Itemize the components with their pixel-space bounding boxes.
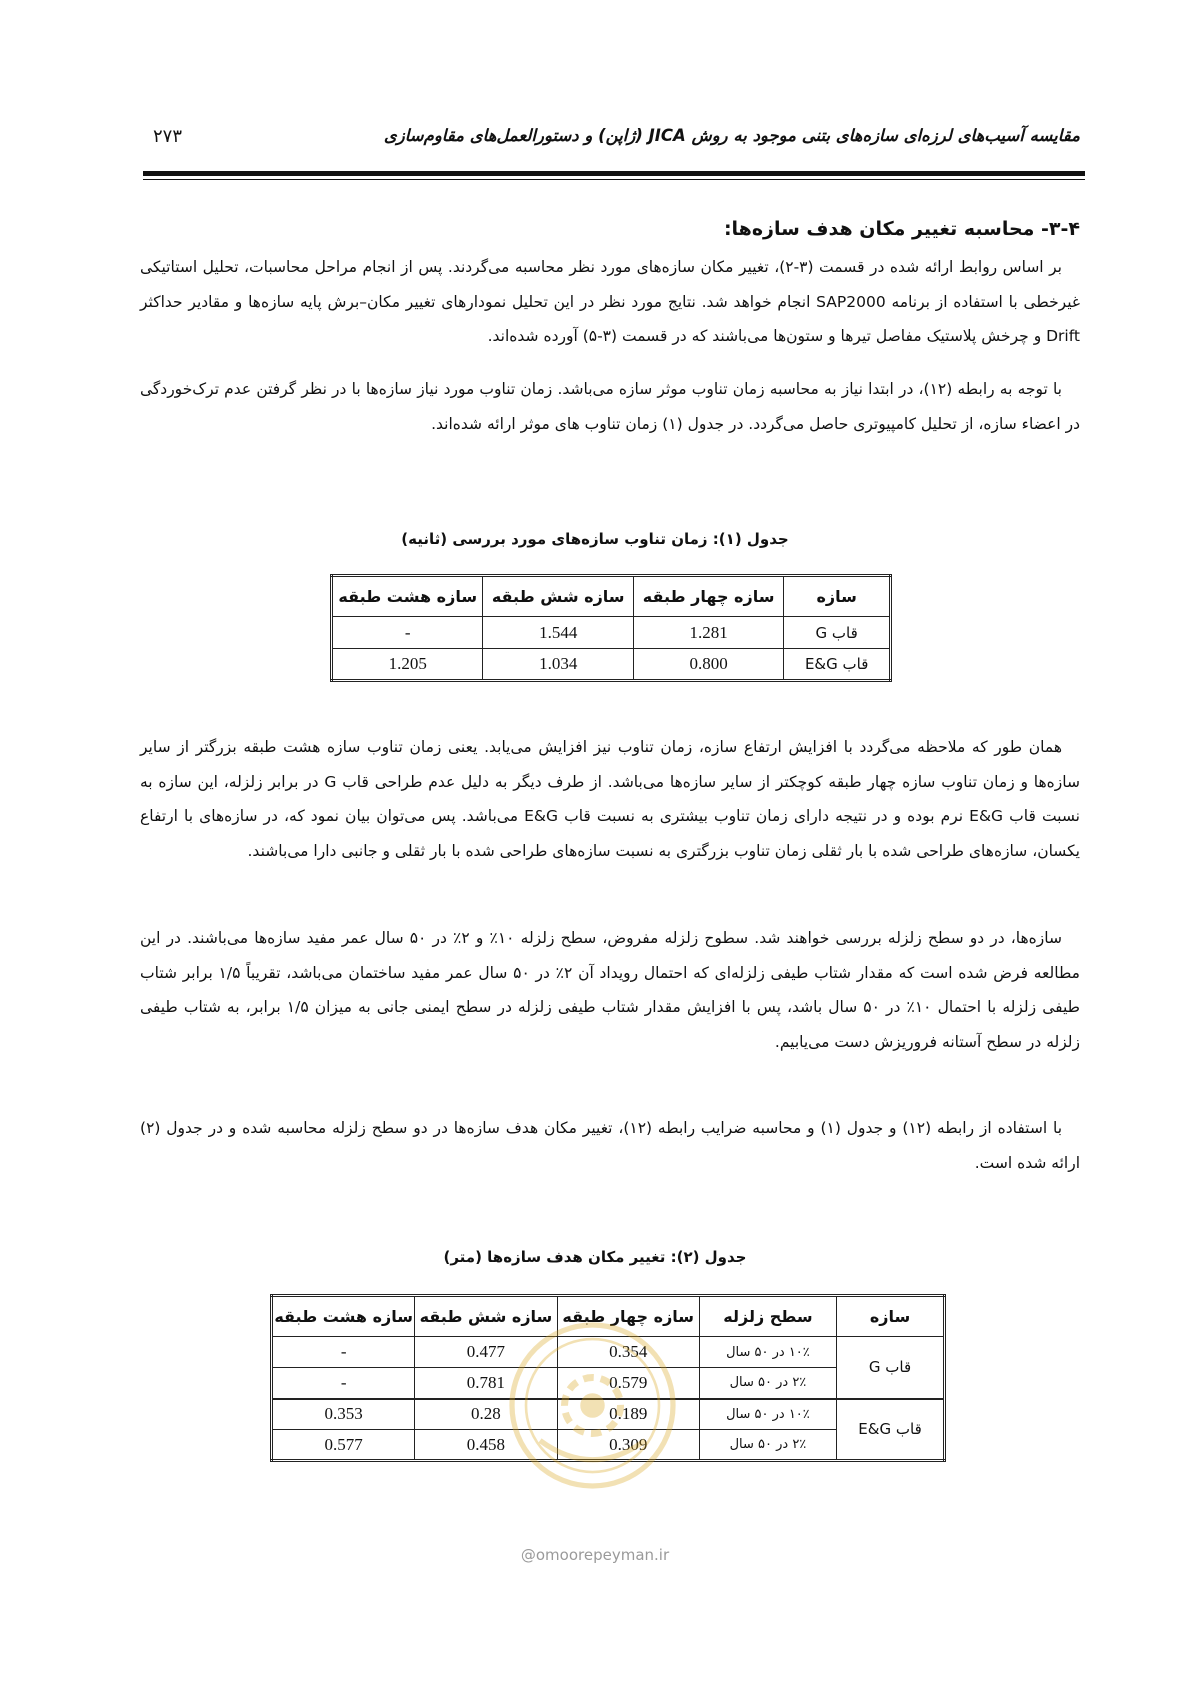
table2-cell-level: ۲٪ در ۵۰ سال [699, 1430, 836, 1461]
paragraph-1-text: بر اساس روابط ارائه شده در قسمت (۳-۲)، تغییر مکان سازه‌های مورد نظر محاسبه می‌گردند. پس از انجام مراحل محاسبات، تحلیل استاتیکی غیرخطی با استفاده از برنامه SAP2000 انجام خواهد شد. نتایج مورد نظر در این تحلیل نمودارهای تغییر مکان–برش پایه سازه‌ها و مقادیر حداکثر Drift و چرخش پلاستیک مفاصل تیرها و ستون‌ها می‌باشند که در قسمت (۳-۵) آورده شده‌اند. [140, 258, 1081, 345]
table2-header-cell: سازه هشت طبقه [272, 1296, 415, 1337]
paragraph-2-text: با توجه به رابطه (۱۲)، در ابتدا نیاز به محاسبه زمان تناوب موثر سازه می‌باشد. زمان تناوب مورد نیاز سازه‌ها با در نظر گرفتن عدم ترک‌خوردگی در اعضاء سازه، از تحلیل کامپیوتری حاصل می‌گردد. در جدول (۱) زمان تناوب های موثر ارائه شده‌اند. [140, 380, 1080, 433]
table2-cell: 0.189 [557, 1399, 699, 1430]
paragraph-3 [140, 730, 1080, 868]
table2-cell: 0.477 [415, 1337, 557, 1368]
table2-cell-level: ۱۰٪ در ۵۰ سال [699, 1399, 836, 1430]
table1-caption: جدول (۱): زمان تناوب سازه‌های مورد بررسی (ثانیه) [401, 530, 789, 548]
table1-cell-frame: قاب G [784, 617, 891, 649]
table2-header-cell: سازه [837, 1296, 945, 1337]
table2-header-cell: سازه چهار طبقه [557, 1296, 699, 1337]
section-heading: ۳-۴- محاسبه تغییر مکان هدف سازه‌ها: [723, 218, 1080, 240]
table-row [332, 617, 891, 649]
table2-cell: 0.579 [557, 1368, 699, 1399]
table1-header-cell: سازه چهار طبقه [633, 576, 783, 617]
table2-cell: 0.309 [557, 1430, 699, 1461]
table2-cell-frame: قاب G [837, 1337, 945, 1399]
table2-cell: - [272, 1337, 415, 1368]
table1-cell: 1.034 [483, 649, 633, 681]
header-rule-thin [143, 179, 1085, 180]
watermark-site-text: @omoorepeyman.ir [520, 1546, 670, 1564]
table-row [332, 649, 891, 681]
table2-header-cell: سازه شش طبقه [415, 1296, 557, 1337]
table1-cell: 0.800 [633, 649, 783, 681]
table1 [330, 574, 892, 682]
table2-cell: 0.353 [272, 1399, 415, 1430]
header-rule-thick [143, 171, 1085, 176]
table1-cell: 1.281 [633, 617, 783, 649]
table2-cell: 0.577 [272, 1430, 415, 1461]
watermark-seal-icon [505, 1318, 680, 1493]
table2-cell-level: ۱۰٪ در ۵۰ سال [699, 1337, 836, 1368]
paragraph-2 [140, 372, 1080, 441]
paragraph-5-text: با استفاده از رابطه (۱۲) و جدول (۱) و محاسبه ضرایب رابطه (۱۲)، تغییر مکان هدف سازه‌ها در دو سطح زلزله محاسبه شده و در جدول (۲) ارائه شده است. [140, 1119, 1080, 1172]
paragraph-5 [140, 1111, 1080, 1180]
table2-cell-level: ۲٪ در ۵۰ سال [699, 1368, 836, 1399]
table1-header-cell: سازه [784, 576, 891, 617]
table2-header-cell: سطح زلزله [699, 1296, 836, 1337]
table2-cell: 0.28 [415, 1399, 557, 1430]
page-number: ۲۷۳ [153, 126, 183, 147]
table1-header-cell: سازه هشت طبقه [332, 576, 483, 617]
table1-header-cell: سازه شش طبقه [483, 576, 633, 617]
table2-cell: 0.458 [415, 1430, 557, 1461]
table1-cell: - [332, 617, 483, 649]
paragraph-4-text: سازه‌ها، در دو سطح زلزله بررسی خواهند شد. سطوح زلزله مفروض، سطح زلزله ۱۰٪ و ۲٪ در ۵۰ سال عمر مفید سازه‌ها می‌باشند. در این مطالعه فرض شده است که مقدار شتاب طیفی زلزله‌ای که احتمال رویداد آن ۲٪ در ۵۰ سال عمر مفید ساختمان می‌باشد، تقریباً ۱/۵ برابر شتاب طیفی زلزله با احتمال ۱۰٪ در ۵۰ سال باشد، پس با افزایش مقدار شتاب طیفی زلزله در سطح ایمنی جانی به میزان ۱/۵ برابر، به شتاب طیفی زلزله در سطح آستانه فروریزش دست می‌یابیم. [140, 929, 1080, 1051]
table2-cell: - [272, 1368, 415, 1399]
running-header-title: مقایسه آسیب‌های لرزه‌ای سازه‌های بتنی موجود به روش JICA (ژاپن) و دستورالعمل‌های مقاوم‌سازی [383, 126, 1080, 145]
paragraph-3-text: همان طور که ملاحظه می‌گردد با افزایش ارتفاع سازه، زمان تناوب نیز افزایش می‌یابد. یعنی زمان تناوب سازه هشت طبقه بزرگتر از سایر سازه‌ها و زمان تناوب سازه چهار طبقه کوچکتر از سایر سازه‌ها می‌باشد. از طرف دیگر به دلیل عدم طراحی قاب G در برابر زلزله، این سازه به نسبت قاب E&G نرم بوده و در نتیجه دارای زمان تناوب بیشتری به نسبت قاب E&G می‌باشد. پس می‌توان بیان نمود که، در سازه‌های با ارتفاع یکسان، سازه‌های طراحی شده با بار ثقلی زمان تناوب بزرگتری به نسبت سازه‌های طراحی شده با بار ثقلی و جانبی دارا می‌باشند. [140, 738, 1080, 860]
table1-cell-frame: قاب E&G [784, 649, 891, 681]
table2-caption: جدول (۲): تغییر مکان هدف سازه‌ها (متر) [443, 1248, 747, 1266]
table1-header-row [332, 576, 891, 617]
paragraph-4 [140, 921, 1080, 1059]
table1-cell: 1.544 [483, 617, 633, 649]
table1-cell: 1.205 [332, 649, 483, 681]
table2-cell: 0.781 [415, 1368, 557, 1399]
paragraph-1 [140, 250, 1080, 354]
table2-cell-frame: قاب E&G [837, 1399, 945, 1461]
table2-cell: 0.354 [557, 1337, 699, 1368]
